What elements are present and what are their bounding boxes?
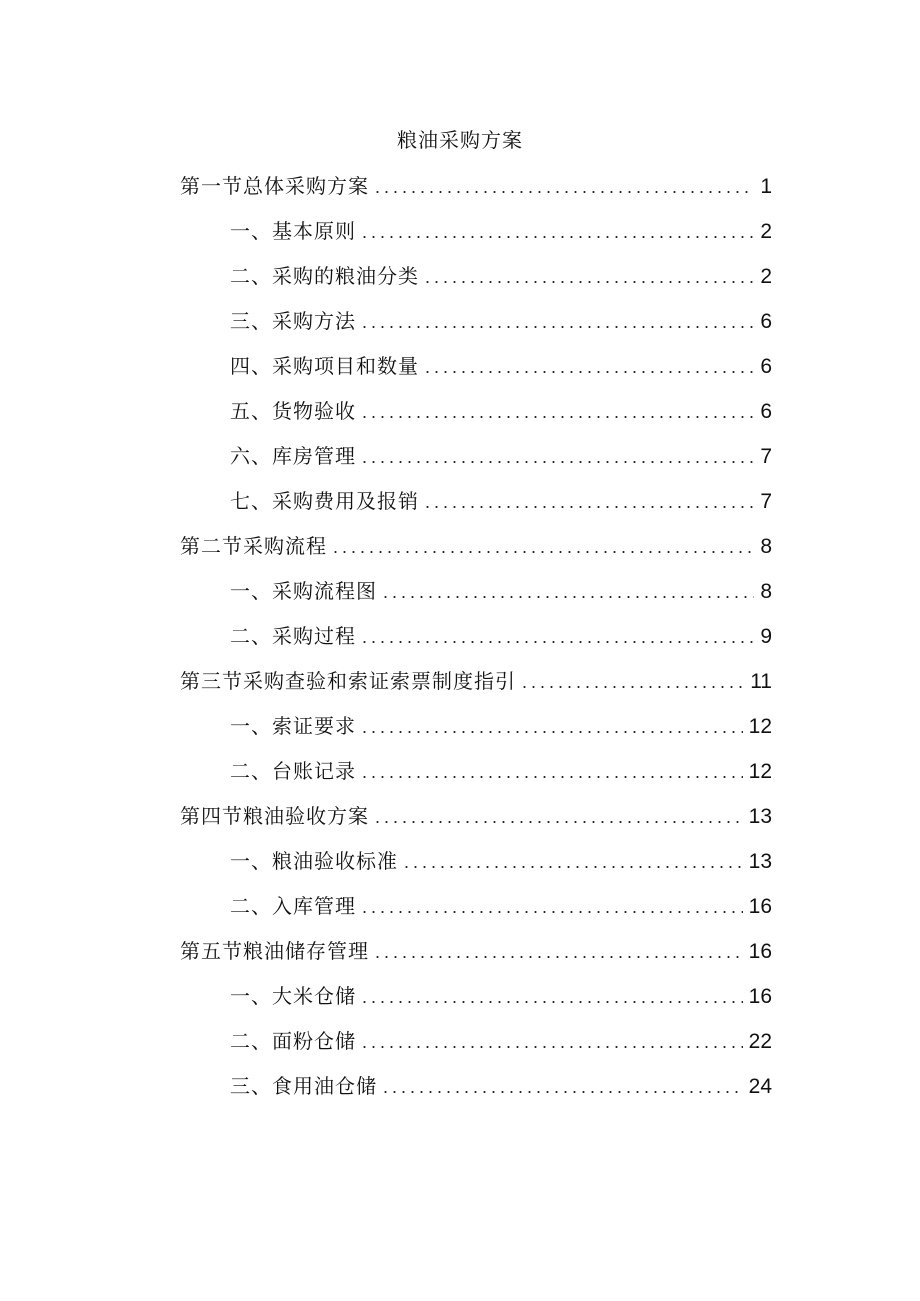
toc-page-number: 13 [748, 850, 772, 873]
toc-entry[interactable] [180, 483, 772, 528]
dot-leader [375, 934, 743, 970]
toc-page-number: 6 [760, 310, 772, 333]
toc-entry-label: 三、采购方法 [230, 309, 356, 333]
dot-leader [362, 214, 754, 250]
toc-page-number: 24 [748, 1075, 772, 1098]
toc-entry[interactable] [180, 933, 772, 978]
dot-leader [425, 259, 754, 295]
dot-leader [425, 349, 754, 385]
table-of-contents [180, 168, 772, 1113]
toc-entry[interactable] [180, 1023, 772, 1068]
dot-leader [333, 529, 754, 565]
toc-entry[interactable] [180, 843, 772, 888]
dot-leader [375, 799, 743, 835]
dot-leader [522, 664, 744, 700]
toc-entry-label: 二、台账记录 [230, 759, 356, 783]
toc-entry[interactable] [180, 303, 772, 348]
toc-entry-label: 一、粮油验收标准 [230, 849, 398, 873]
toc-page-number: 8 [760, 580, 772, 603]
dot-leader [362, 394, 754, 430]
dot-leader [362, 304, 754, 340]
toc-page-number: 12 [748, 715, 772, 738]
toc-entry-label: 二、入库管理 [230, 894, 356, 918]
toc-entry-label: 二、采购的粮油分类 [230, 264, 419, 288]
dot-leader [362, 1024, 743, 1060]
toc-page-number: 22 [748, 1030, 772, 1053]
dot-leader [362, 619, 754, 655]
toc-page-number: 6 [760, 355, 772, 378]
toc-page-number: 9 [760, 625, 772, 648]
dot-leader [362, 979, 743, 1015]
toc-entry[interactable] [180, 393, 772, 438]
toc-entry-label: 一、基本原则 [230, 219, 356, 243]
toc-entry-label: 第四节粮油验收方案 [180, 804, 369, 828]
toc-entry[interactable] [180, 618, 772, 663]
toc-entry-label: 一、采购流程图 [230, 579, 377, 603]
toc-entry[interactable] [180, 1068, 772, 1113]
toc-entry[interactable] [180, 168, 772, 213]
toc-entry[interactable] [180, 978, 772, 1023]
toc-page-number: 2 [760, 265, 772, 288]
toc-entry[interactable] [180, 708, 772, 753]
toc-entry-label: 七、采购费用及报销 [230, 489, 419, 513]
dot-leader [362, 439, 754, 475]
toc-entry-label: 第一节总体采购方案 [180, 174, 369, 198]
toc-entry-label: 三、食用油仓储 [230, 1074, 377, 1098]
toc-entry-label: 二、采购过程 [230, 624, 356, 648]
toc-entry-label: 五、货物验收 [230, 399, 356, 423]
toc-entry[interactable] [180, 213, 772, 258]
toc-entry-label: 六、库房管理 [230, 444, 356, 468]
dot-leader [383, 574, 754, 610]
toc-entry[interactable] [180, 753, 772, 798]
toc-entry-label: 第二节采购流程 [180, 534, 327, 558]
toc-page-number: 6 [760, 400, 772, 423]
toc-entry[interactable] [180, 258, 772, 303]
toc-entry[interactable] [180, 663, 772, 708]
toc-entry-label: 第五节粮油储存管理 [180, 939, 369, 963]
toc-page-number: 8 [760, 535, 772, 558]
toc-entry-label: 一、大米仓储 [230, 984, 356, 1008]
toc-entry[interactable] [180, 573, 772, 618]
toc-entry[interactable] [180, 888, 772, 933]
toc-page-number: 12 [748, 760, 772, 783]
toc-page-number: 1 [760, 175, 772, 198]
dot-leader [362, 889, 743, 925]
toc-page-number: 2 [760, 220, 772, 243]
toc-entry-label: 二、面粉仓储 [230, 1029, 356, 1053]
toc-entry[interactable] [180, 528, 772, 573]
dot-leader [383, 1069, 743, 1105]
toc-page-number: 11 [750, 670, 772, 693]
toc-page-number: 7 [760, 490, 772, 513]
dot-leader [404, 844, 743, 880]
toc-entry[interactable] [180, 438, 772, 483]
toc-page-number: 16 [748, 940, 772, 963]
toc-entry-label: 一、索证要求 [230, 714, 356, 738]
toc-entry[interactable] [180, 798, 772, 843]
toc-page-number: 16 [748, 985, 772, 1008]
toc-entry-label: 四、采购项目和数量 [230, 354, 419, 378]
dot-leader [362, 754, 743, 790]
toc-page-number: 13 [748, 805, 772, 828]
toc-page-number: 16 [748, 895, 772, 918]
toc-entry[interactable] [180, 348, 772, 393]
dot-leader [362, 709, 743, 745]
dot-leader [375, 169, 754, 205]
dot-leader [425, 484, 754, 520]
toc-page-number: 7 [760, 445, 772, 468]
toc-entry-label: 第三节采购查验和索证索票制度指引 [180, 669, 516, 693]
document-title: 粮油采购方案 [397, 128, 523, 152]
